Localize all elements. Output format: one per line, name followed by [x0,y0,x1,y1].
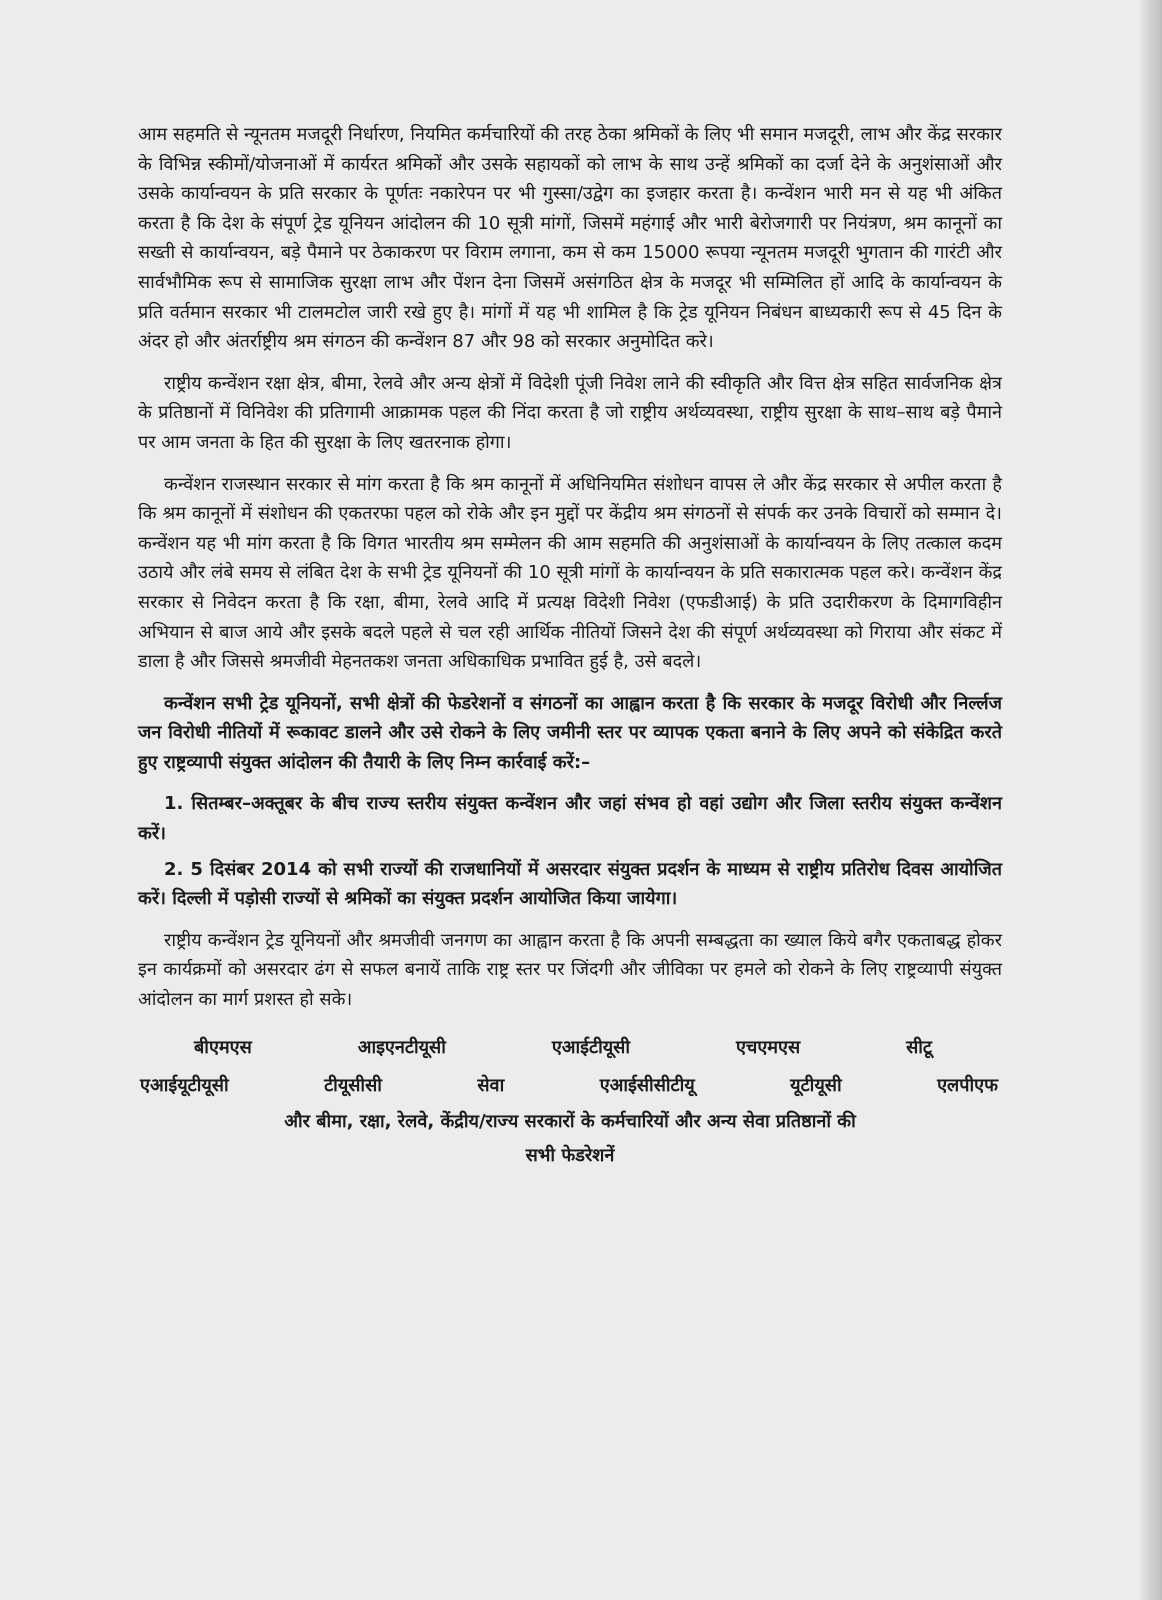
page-edge-shadow [1140,0,1162,1600]
signatory: एआईयूटीयूसी [140,1074,229,1096]
paragraph-5: राष्ट्रीय कन्वेंशन ट्रेड यूनियनों और श्रमजीवी जनगण का आह्वान करता है कि अपनी सम्बद्धता का ख्याल किये बगैर एकताबद्ध होकर इन कार्यक्रमों को असरदार ढंग से सफल बनायें ताकि राष्ट्र स्तर पर जिंदगी और जीविका पर हमले को रोकने के लिए राष्ट्रव्यापी संयुक्त आंदोलन का मार्ग प्रशस्त हो सके। [138,929,1002,1011]
paragraph-2: राष्ट्रीय कन्वेंशन रक्षा क्षेत्र, बीमा, रेलवे और अन्य क्षेत्रों में विदेशी पूंजी निवेश लाने की स्वीकृति और वित्त क्षेत्र सहित सार्वजनिक क्षेत्र के प्रतिष्ठानों में विनिवेश की प्रतिगामी आक्रामक पहल की निंदा करता है जो राष्ट्रीय अर्थव्यवस्था, राष्ट्रीय सुरक्षा के साथ–साथ बड़े पैमाने पर आम जनता के हित की सुरक्षा के लिए खतरनाक होगा। [138,372,1002,453]
signatories-footer-line-2: सभी फेडरेशनें [525,1144,615,1166]
signatory: एचएमएस [735,1036,801,1058]
signatories-block [138,1029,1002,1173]
signatory: बीएमएस [194,1036,252,1058]
signatory: एआईसीसीटीयू [599,1074,695,1096]
signatory: एलपीएफ [937,1074,998,1096]
signatories-footer-line-1: और बीमा, रक्षा, रेलवे, केंद्रीय/राज्य सरकारों के कर्मचारियों और अन्य सेवा प्रतिष्ठानों की [284,1110,856,1132]
paragraph-3: कन्वेंशन राजस्थान सरकार से मांग करता है कि श्रम कानूनों में अधिनियमित संशोधन वापस ले और केंद्र सरकार से अपील करता है कि श्रम कानूनों में संशोधन की एकतरफा पहल को रोके और इन मुद्दों पर केंद्रीय श्रम संगठनों से संपर्क कर उनके विचारों को सम्मान दे। कन्वेंशन यह भी मांग करता है कि विगत भारतीय श्रम सम्मेलन की आम सहमति की अनुशंसाओं के कार्यान्वयन के लिए तत्काल कदम उठाये और लंबे समय से लंबित देश के सभी ट्रेड यूनियनों की 10 सूत्री मांगों के कार्यान्वयन के प्रति सकारात्मक पहल करे। कन्वेंशन केंद्र सरकार से निवेदन करता है कि रक्षा, बीमा, रेलवे आदि में प्रत्यक्ष विदेशी निवेश (एफडीआई) के प्रति उदारीकरण के दिमागविहीन अभियान से बाज आये और इसके बदले पहले से चल रही आर्थिक नीतियों जिसने देश की संपूर्ण अर्थव्यवस्था को गिराया और संकट में डाला है और जिससे श्रमजीवी मेहनतकश जनता अधिकाधिक प्रभावित हुई है, उसे बदले। [138,473,1002,673]
signatories-row-2 [138,1067,1002,1105]
document-body [138,120,1002,1173]
signatory: एआईटीयूसी [551,1036,631,1058]
signatory: टीयूसीसी [324,1074,382,1096]
signatory: सेवा [477,1074,505,1096]
action-item-2: 2. 5 दिसंबर 2014 को सभी राज्यों की राजधानियों में असरदार संयुक्त प्रदर्शन के माध्यम से राष्ट्रीय प्रतिरोध दिवस आयोजित करें। दिल्ली में पड़ोसी राज्यों से श्रमिकों का संयुक्त प्रदर्शन आयोजित किया जायेगा। [138,858,1002,910]
signatory: सीटू [906,1036,932,1058]
signatory: यूटीयूसी [790,1074,842,1096]
paragraph-1: आम सहमति से न्यूनतम मजदूरी निर्धारण, नियमित कर्मचारियों की तरह ठेका श्रमिकों के लिए भी समान मजदूरी, लाभ और केंद्र सरकार के विभिन्न स्कीमों/योजनाओं में कार्यरत श्रमिकों और उसके सहायकों को लाभ के साथ उन्हें श्रमिकों का दर्जा देने के अनुशंसाओं और उसके कार्यान्वयन के प्रति सरकार के पूर्णतः नकारेपन पर भी गुस्सा/उद्वेग का इजहार करता है। कन्वेंशन भारी मन से यह भी अंकित करता है कि देश के संपूर्ण ट्रेड यूनियन आंदोलन की 10 सूत्री मांगों, जिसमें महंगाई और भारी बेरोजगारी पर नियंत्रण, श्रम कानूनों का सख्ती से कार्यान्वयन, बड़े पैमाने पर ठेकाकरण पर विराम लगाना, कम से कम 15000 रूपया न्यूनतम मजदूरी भुगतान की गारंटी और सार्वभौमिक रूप से सामाजिक सुरक्षा लाभ और पेंशन देना जिसमें असंगठित क्षेत्र के मजदूर भी सम्मिलित हों आदि के कार्यान्वयन के प्रति वर्तमान सरकार भी टालमटोल जारी रखे हुए है। मांगों में यह भी शामिल है कि ट्रेड यूनियन निबंधन बाध्यकारी रूप से 45 दिन के अंदर हो और अंतर्राष्ट्रीय श्रम संगठन की कन्वेंशन 87 और 98 को सरकार अनुमोदित करे। [138,124,1002,353]
action-item-1: 1. सितम्बर–अक्तूबर के बीच राज्य स्तरीय संयुक्त कन्वेंशन और जहां संभव हो वहां उद्योग और जिला स्तरीय संयुक्त कन्वेंशन करें। [138,793,1002,845]
paragraph-4-call: कन्वेंशन सभी ट्रेड यूनियनों, सभी क्षेत्रों की फेडरेशनों व संगठनों का आह्वान करता है कि सरकार के मजदूर विरोधी और निर्ल्लज जन विरोधी नीतियों में रूकावट डालने और उसे रोकने के लिए जमीनी स्तर पर व्यापक एकता बनाने के लिए अपने को संकेद्रित करते हुए राष्ट्रव्यापी संयुक्त आंदोलन की तैयारी के लिए निम्न कार्रवाई करें:– [138,692,1002,773]
signatory: आइएनटीयूसी [357,1036,446,1058]
signatories-row-1 [138,1029,1002,1067]
